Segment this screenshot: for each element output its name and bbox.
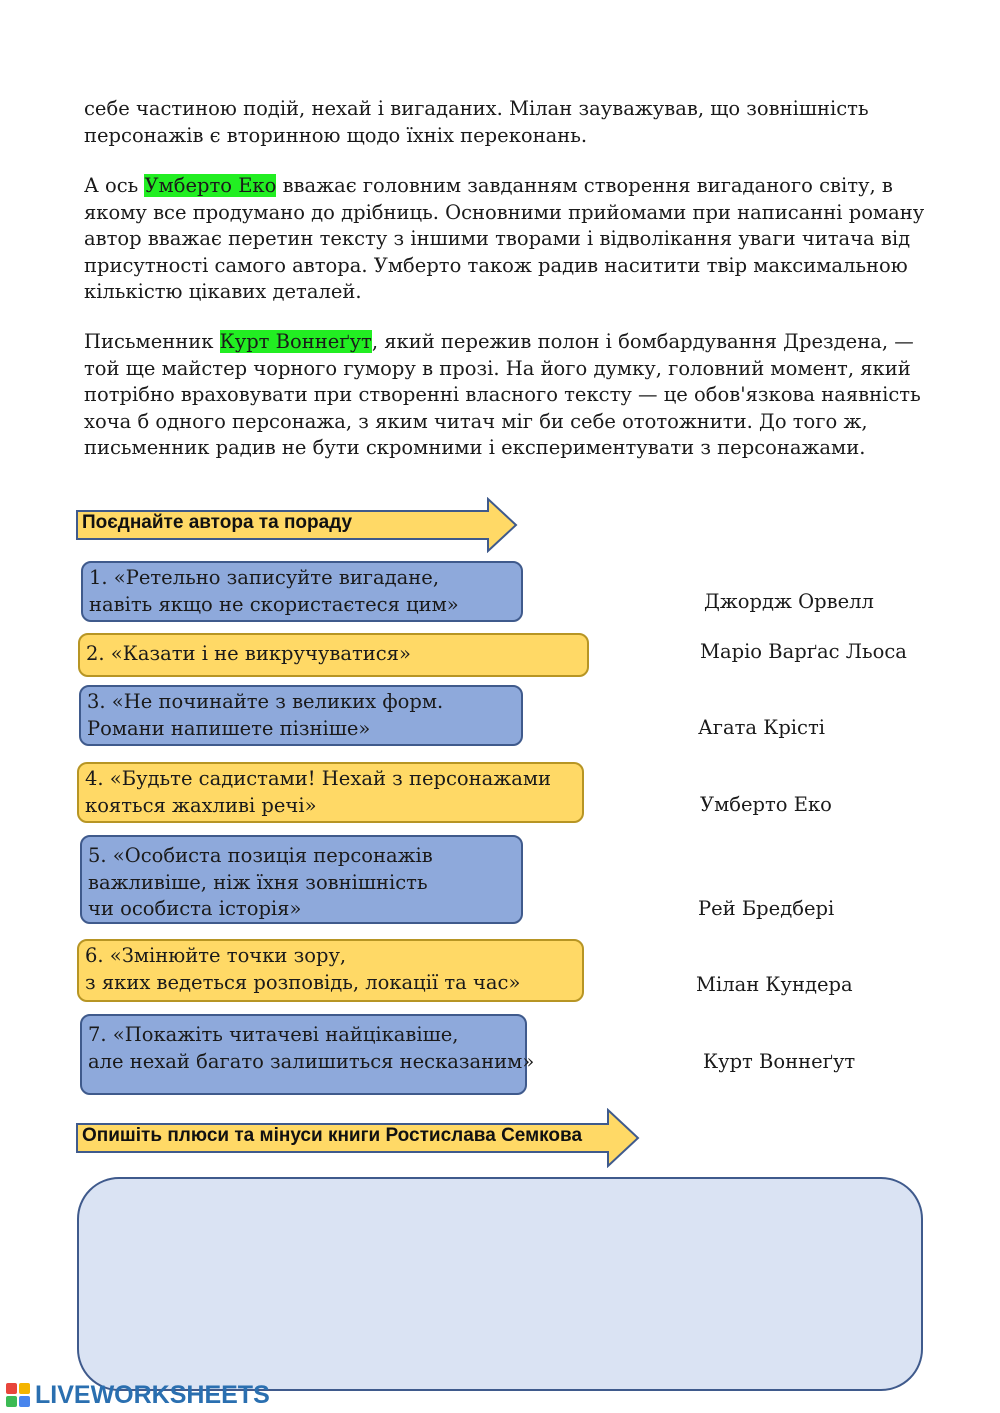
task1-title: Поєднайте автора та пораду bbox=[82, 512, 353, 533]
author-option[interactable]: Курт Воннеґут bbox=[703, 1050, 856, 1073]
paragraph-line: той ще майстер чорного гумору в прозі. На його думку, головний момент, який bbox=[84, 356, 911, 380]
paragraph-line: присутності самого автора. Умберто також радив наситити твір максимальною bbox=[84, 253, 908, 277]
tip-line: Романи напишете пізніше» bbox=[87, 716, 371, 740]
tip-card-7[interactable] bbox=[80, 1014, 535, 1095]
text-span: А ось bbox=[84, 174, 145, 197]
liveworksheets-logo bbox=[6, 1381, 270, 1409]
highlight-umberto-eco: Умберто Еко bbox=[144, 174, 277, 197]
tip-card-2[interactable] bbox=[78, 633, 589, 677]
author-option[interactable]: Джордж Орвелл bbox=[704, 590, 874, 613]
paragraph-line: автор вважає перетин тексту з іншими творами і відволікання уваги читача від bbox=[84, 227, 911, 250]
task2-title: Опишіть плюси та мінуси книги Ростислава Семкова bbox=[82, 1125, 583, 1146]
author-option[interactable]: Маріо Варґас Льоса bbox=[700, 640, 907, 663]
paragraph-line: себе частиною подій, нехай і вигаданих. Мілан зауважував, що зовнішність bbox=[84, 97, 869, 120]
tip-card-1[interactable] bbox=[81, 561, 523, 622]
paragraph-line: хоча б одного персонажа, з яким читач міг би себе ототожнити. До того ж, bbox=[84, 409, 868, 433]
author-option[interactable]: Мілан Кундера bbox=[696, 973, 853, 996]
tip-line: 3. «Не починайте з великих форм. bbox=[87, 690, 444, 713]
tip-card-3[interactable] bbox=[79, 685, 523, 746]
paragraph-line: письменник радив не бути скромними і експериментувати з персонажами. bbox=[84, 436, 866, 459]
highlight-kurt-vonnegut: Курт Воннеґут bbox=[219, 330, 372, 353]
tip-line: 2. «Казати і не викручуватися» bbox=[86, 642, 411, 665]
paragraph-line: кількістю цікавих деталей. bbox=[84, 280, 362, 303]
paragraph-line bbox=[84, 173, 934, 200]
tip-line: навіть якщо не скористаєтеся цим» bbox=[89, 592, 459, 616]
tip-line: важливіше, ніж їхня зовнішність bbox=[88, 870, 428, 894]
author-option[interactable]: Агата Крісті bbox=[698, 716, 825, 739]
tip-line: 7. «Покажіть читачеві найцікавіше, bbox=[88, 1023, 459, 1046]
tip-line: 5. «Особиста позиція персонажів bbox=[88, 844, 433, 867]
author-option[interactable]: Рей Бредбері bbox=[698, 897, 835, 920]
text-span: , який пережив полон і бомбардування Дрездена, — bbox=[371, 330, 914, 353]
tip-card-6[interactable] bbox=[77, 939, 584, 1002]
text-span: Письменник bbox=[84, 330, 220, 353]
tip-line: з яких ведеться розповідь, локації та час» bbox=[85, 970, 521, 994]
text-span: вважає головним завданням створення вигаданого світу, в bbox=[276, 174, 893, 197]
tip-line: 6. «Змінюйте точки зору, bbox=[85, 944, 347, 967]
tip-line: чи особиста історія» bbox=[88, 897, 302, 920]
paragraph-1 bbox=[84, 96, 934, 149]
logo-text: LIVEWORKSHEETS bbox=[35, 1380, 270, 1409]
logo-blocks-icon bbox=[6, 1383, 30, 1407]
tip-line: кояться жахливі речі» bbox=[85, 793, 317, 817]
tip-line: 1. «Ретельно записуйте вигадане, bbox=[89, 566, 440, 589]
tip-card-5[interactable] bbox=[80, 835, 523, 924]
paragraph-2 bbox=[84, 173, 934, 306]
task1-arrow-banner bbox=[75, 497, 520, 553]
tip-card-4[interactable] bbox=[77, 762, 584, 823]
paragraph-line: потрібно враховувати при створенні власного тексту — це обов'язкова наявність bbox=[84, 383, 921, 406]
paragraph-line: якому все продумано до дрібниць. Основними прийомами при написанні роману bbox=[84, 200, 925, 224]
task2-arrow-banner bbox=[75, 1108, 642, 1168]
tip-line: 4. «Будьте садистами! Нехай з персонажами bbox=[85, 767, 552, 790]
author-option[interactable]: Умберто Еко bbox=[700, 793, 832, 816]
tip-line: але нехай багато залишиться несказаним» bbox=[88, 1049, 535, 1073]
paragraph-3 bbox=[84, 329, 934, 462]
paragraph-line bbox=[84, 329, 934, 356]
answer-textarea[interactable] bbox=[77, 1177, 923, 1391]
paragraph-line: персонажів є вторинною щодо їхніх переконань. bbox=[84, 123, 588, 147]
